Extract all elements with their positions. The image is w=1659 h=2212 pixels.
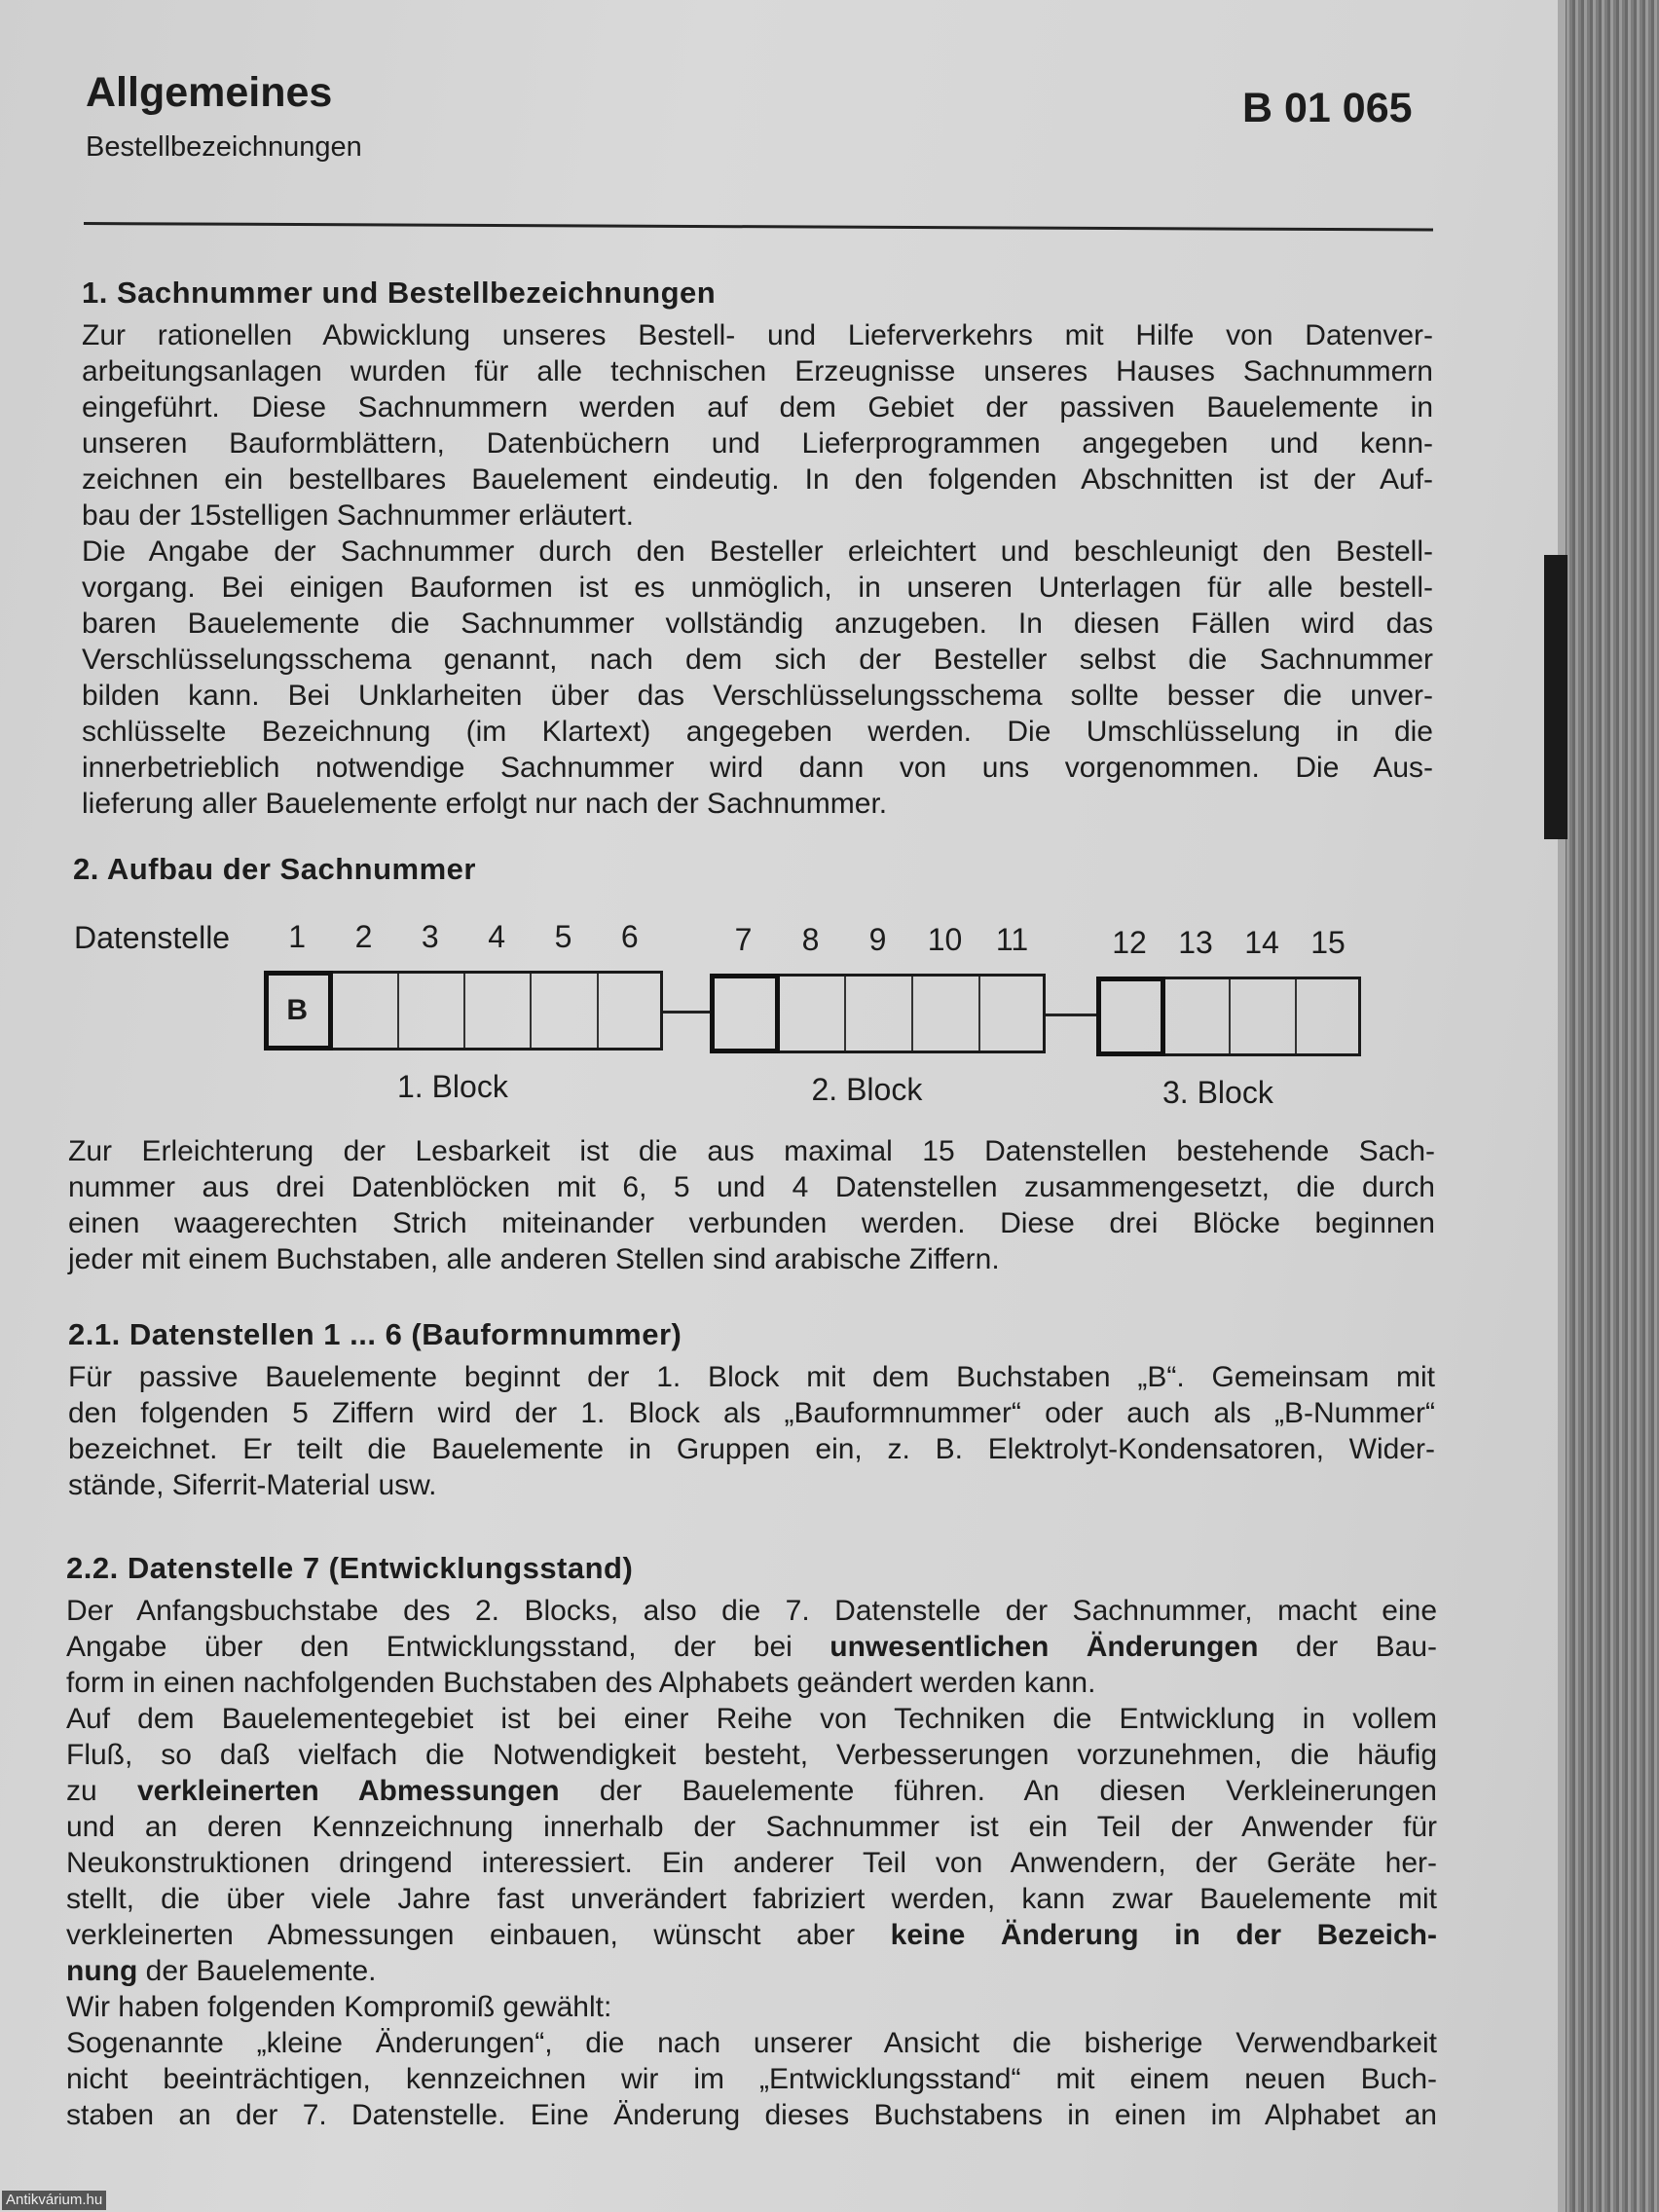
text-line: Der Anfangsbuchstabe des 2. Blocks, also die 7. Datenstelle der Sachnummer, macht eine <box>66 1595 1437 1627</box>
position-number: 15 <box>1310 925 1346 960</box>
text-line: und an deren Kennzeichnung innerhalb der Sachnummer ist ein Teil der Anwender für <box>66 1811 1437 1843</box>
position-number: 7 <box>734 922 753 957</box>
block-label: 2. Block <box>811 1072 923 1107</box>
data-cell <box>330 974 398 1048</box>
text-line: zeichnen ein bestellbares Bauelement eindeutig. In den folgenden Abschnitten ist der Auf- <box>82 463 1433 496</box>
text-line: Die Angabe der Sachnummer durch den Besteller erleichtert und beschleunigt den Bestell- <box>82 535 1433 568</box>
data-cell <box>1229 979 1297 1053</box>
text-line <box>66 1629 1437 1665</box>
text-line: staben an der 7. Datenstelle. Eine Änderung dieses Buchstabens in einen im Alphabet an <box>66 2099 1437 2131</box>
bold-text: unwesentlichen Änderungen <box>830 1631 1259 1663</box>
block-connector <box>1046 1014 1096 1016</box>
header-rule <box>84 222 1433 232</box>
data-cell <box>978 977 1048 1051</box>
text-line: nicht beeinträchtigen, kennzeichnen wir im „Entwicklungsstand“ mit einem neuen Buch- <box>66 2063 1437 2095</box>
text-line <box>68 1241 1435 1277</box>
text-line <box>66 1665 1437 1701</box>
text-line: Fluß, so daß vielfach die Notwendigkeit besteht, Verbesserungen vorzunehmen, die häufig <box>66 1739 1437 1771</box>
bold-text: nung <box>66 1955 138 1987</box>
position-number: 9 <box>868 922 887 957</box>
section-heading: 2.1. Datenstellen 1 ... 6 (Bauformnummer) <box>68 1317 682 1351</box>
text-line: Zur rationellen Abwicklung unseres Bestell- und Lieferverkehrs mit Hilfe von Datenver- <box>82 319 1433 351</box>
page-title: Allgemeines <box>86 69 333 116</box>
text-segment: zu <box>66 1775 137 1807</box>
position-number: 14 <box>1244 925 1279 960</box>
data-cell <box>463 974 532 1048</box>
position-number: 2 <box>354 919 373 954</box>
position-number: 10 <box>927 922 963 957</box>
section-bauformnummer <box>68 1316 1435 1503</box>
text-line: vorgang. Bei einigen Bauformen ist es unmöglich, in unseren Unterlagen für alle bestell- <box>82 571 1433 604</box>
text-segment: form in einen nachfolgenden Buchstaben des Alphabets geändert werden kann. <box>66 1667 1096 1699</box>
section-heading: 1. Sachnummer und Bestellbezeichnungen <box>82 276 717 310</box>
text-line: Sogenannte „kleine Änderungen“, die nach unserer Ansicht die bisherige Verwendbarkeit <box>66 2027 1437 2059</box>
bold-text: verkleinerten Abmessungen <box>136 1775 560 1807</box>
letter-cell <box>710 974 780 1053</box>
text-line: unseren Bauformblättern, Datenbüchern und Lieferprogrammen angegeben und kenn- <box>82 427 1433 460</box>
section-entwicklungsstand <box>66 1550 1437 2133</box>
register-tab <box>1544 555 1567 839</box>
text-line <box>68 1467 1435 1503</box>
data-cell <box>1295 979 1363 1053</box>
text-line <box>66 1989 1437 2025</box>
text-line: den folgenden 5 Ziffern wird der 1. Block als „Bauformnummer“ oder auch als „B-Nummer“ <box>68 1397 1435 1429</box>
data-cell <box>1162 979 1231 1053</box>
text-segment: lieferung aller Bauelemente erfolgt nur nach der Sachnummer. <box>82 788 888 820</box>
text-line: bilden kann. Bei Unklarheiten über das Verschlüsselungsschema sollte besser die unver- <box>82 680 1433 712</box>
section-aufbau <box>73 851 1432 894</box>
text-line: arbeitungsanlagen wurden für alle technischen Erzeugnisse unseres Hauses Sachnummern <box>82 355 1433 387</box>
document-code: B 01 065 <box>1242 85 1413 131</box>
block-3-box <box>1096 977 1361 1056</box>
datenstelle-label: Datenstelle <box>74 920 231 955</box>
position-number: 5 <box>554 919 572 954</box>
page-subtitle: Bestellbezeichnungen <box>86 131 362 163</box>
text-line: eingeführt. Diese Sachnummern werden auf dem Gebiet der passiven Bauelemente in <box>82 391 1433 424</box>
text-segment: jeder mit einem Buchstaben, alle anderen Stellen sind arabische Ziffern. <box>68 1243 1000 1275</box>
text-segment: verkleinerten Abmessungen einbauen, wünscht aber <box>66 1919 891 1951</box>
text-line: Zur Erleichterung der Lesbarkeit ist die aus maximal 15 Datenstellen bestehende Sach- <box>68 1135 1435 1167</box>
data-cell <box>597 974 665 1048</box>
page-edge <box>1558 0 1566 2212</box>
text-line <box>66 1917 1437 1953</box>
block-connector <box>663 1011 710 1014</box>
text-line: Neukonstruktionen dringend interessiert. Ein anderer Teil von Anwendern, der Geräte her- <box>66 1847 1437 1879</box>
block-label: 3. Block <box>1162 1075 1273 1110</box>
position-number: 12 <box>1112 925 1147 960</box>
text-line <box>66 1953 1437 1989</box>
bold-text: keine Änderung in der Bezeich- <box>890 1919 1437 1951</box>
text-segment: Wir haben folgenden Kompromiß gewählt: <box>66 1991 612 2023</box>
watermark: Antikvárium.hu <box>2 2191 106 2210</box>
text-line <box>82 498 1433 534</box>
block-label: 1. Block <box>397 1069 508 1104</box>
text-line: bezeichnet. Er teilt die Bauelemente in Gruppen ein, z. B. Elektrolyt-Kondensatoren, Wider- <box>68 1433 1435 1465</box>
text-line: innerbetrieblich notwendige Sachnummer wird dann von uns vorgenommen. Die Aus- <box>82 752 1433 784</box>
text-segment: der Bau- <box>1258 1631 1437 1663</box>
position-number: 8 <box>801 922 820 957</box>
text-line: stellt, die über viele Jahre fast unverändert fabriziert werden, kann zwar Bauelemente mit <box>66 1883 1437 1915</box>
text-segment: der Bauelemente. <box>137 1955 377 1987</box>
position-number: 11 <box>995 922 1029 957</box>
text-line: einen waagerechten Strich miteinander verbunden werden. Diese drei Blöcke beginnen <box>68 1207 1435 1239</box>
position-number: 4 <box>488 919 506 954</box>
data-cell <box>844 977 913 1051</box>
text-line: Verschlüsselungsschema genannt, nach dem sich der Besteller selbst die Sachnummer <box>82 644 1433 676</box>
page-stack-edge <box>1564 0 1659 2212</box>
position-number: 1 <box>288 919 307 954</box>
text-line <box>66 1773 1437 1809</box>
position-number: 6 <box>620 919 639 954</box>
text-segment: der Bauelemente führen. An diesen Verkleinerungen <box>559 1775 1437 1807</box>
text-segment: Angabe über den Entwicklungsstand, der bei <box>66 1631 830 1663</box>
position-number: 3 <box>421 919 439 954</box>
section-heading: 2. Aufbau der Sachnummer <box>73 852 476 886</box>
block-2-box <box>710 974 1046 1053</box>
block-1-box <box>264 971 663 1051</box>
data-cell <box>777 977 846 1051</box>
text-segment: bau der 15stelligen Sachnummer erläutert. <box>82 499 634 532</box>
data-cell <box>911 977 980 1051</box>
text-line <box>82 786 1433 822</box>
section-aufbau-text <box>68 1133 1435 1277</box>
block-letter: B <box>286 994 308 1026</box>
text-line: baren Bauelemente die Sachnummer vollständig anzugeben. In diesen Fällen wird das <box>82 608 1433 640</box>
section-sachnummer <box>82 275 1433 822</box>
data-cell <box>530 974 598 1048</box>
text-line: Für passive Bauelemente beginnt der 1. Block mit dem Buchstaben „B“. Gemeinsam mit <box>68 1361 1435 1393</box>
section-heading: 2.2. Datenstelle 7 (Entwicklungsstand) <box>66 1551 634 1585</box>
position-number: 13 <box>1178 925 1213 960</box>
text-line: nummer aus drei Datenblöcken mit 6, 5 und 4 Datenstellen zusammengesetzt, die durch <box>68 1171 1435 1203</box>
text-segment: stände, Siferrit-Material usw. <box>68 1469 437 1501</box>
letter-cell <box>1096 977 1165 1056</box>
text-line: Auf dem Bauelementegebiet ist bei einer Reihe von Techniken die Entwicklung in vollem <box>66 1703 1437 1735</box>
data-cell <box>397 974 465 1048</box>
text-line: schlüsselte Bezeichnung (im Klartext) angegeben werden. Die Umschlüsselung in die <box>82 716 1433 748</box>
